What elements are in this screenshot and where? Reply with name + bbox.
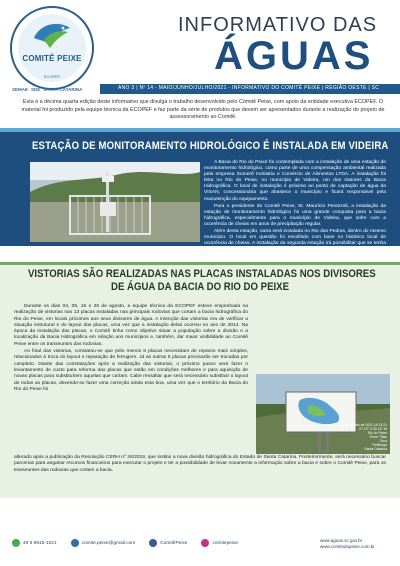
email-icon bbox=[71, 539, 79, 547]
fish-icon bbox=[30, 18, 74, 52]
website-link-aguas[interactable]: www.aguas.sc.gov.br bbox=[320, 538, 363, 543]
section2-headline-line2: DE ÁGUA DA BACIA DO RIO DO PEIXE bbox=[110, 281, 289, 293]
phone-number: 49 9 9815-1021 bbox=[23, 540, 57, 546]
section2-headline bbox=[0, 268, 400, 294]
section1-body bbox=[204, 160, 386, 261]
section1-paragraph: Para o presidente do Comitê Peixe, Sr. Maurício Perazzoli, a instalação da estação de monitoramento hidrológico foi uma grande conquista para a bacia hidrográfica, especialmente para o município de Videira, que sofre com a ocorrência de cheias em anos de precipitação regular. bbox=[204, 203, 386, 227]
station-photo-illustration bbox=[30, 162, 200, 242]
section2-full-width-paragraph: alterado após a publicação da Resolução CERH nº 26/2019, que institui a nova divisão hidrográfica do Estado de Santa Catarina. Posteriormente, será necessário buscar parcerias para angariar recursos financeiros para executar o projeto e ter a possibilidade de levar novamente a informação sobre a bacia e sobre o Comitê Peixe, para os transeuntes das rodovias que cortam a bacia. bbox=[14, 455, 386, 473]
partner-logo-sde: SDE bbox=[31, 86, 41, 92]
intro-text: Esta é a décima quarta edição deste informativo que divulga o trabalho desenvolvido pelo Comitê Peixe, com apoio da entidade executiva ECOPEF. O material foi produzido pela equipe técnica da ECOPEF e faz parte da série de produtos que devem ser apresentados durante a realização do projeto de assessoramento ao Comitê. bbox=[21, 99, 385, 121]
footer-phone[interactable] bbox=[12, 539, 57, 547]
section2-body bbox=[14, 304, 248, 394]
section2-paragraph: Durante os dias 04, 05, 16 e 25 de agosto, a equipe técnica da ECOPEF esteve empenhada na realização de vistorias nas 13 placas instaladas nas principais rodovias que cortam a bacia hidrográfica do Rio do Peixe, em locais próximos aos seus divisores de água. A intenção das vistorias era de verificar a situação estrutural e do layout das placas, uma vez que a instalação delas ocorreu no ano de 2014. Na época da instalação das placas, o Comitê tinha como objetivo situar a população sobre a divisão e a localização da Bacia Hidrográfica em relação aos municípios e, também, dar maior visibilidade ao Comitê Peixe entre os transeuntes das rodovias. bbox=[14, 304, 248, 347]
instagram-handle: comitepeixe bbox=[212, 540, 239, 546]
section2-headline-line1: VISTORIAS SÃO REALIZADAS NAS PLACAS INSTALADAS NOS DIVISORES bbox=[28, 268, 376, 280]
website-link-comite[interactable]: www.comitedopeixe.com.br bbox=[320, 544, 375, 549]
footer-email[interactable] bbox=[71, 539, 136, 547]
section1-accent-bar bbox=[0, 128, 400, 132]
partner-logos bbox=[12, 84, 98, 94]
partner-logo-semae: SEMAE bbox=[12, 86, 29, 92]
facebook-handle: ComitêPeixe bbox=[160, 540, 188, 546]
newsletter-title-line1: INFORMATIVO DAS bbox=[178, 14, 378, 36]
footer-instagram[interactable] bbox=[201, 539, 238, 547]
section1-paragraph: Além desta estação, outra será instalada no Rio das Pedras, dentro do mesmo município. O local em questão foi escolhido com base no histórico local de ocorrência de cheias. A instalação da segunda estação irá possibilitar que se tenha conhecimento prévio da possibilidade de ocorrência de sinistros, possibilitando que os órgãos de defesa civil possam atuar na prevenção de desastres. bbox=[204, 229, 386, 259]
instagram-icon bbox=[201, 539, 209, 547]
signage-photo bbox=[256, 374, 390, 454]
email-address: comite.peixe@gmail.com bbox=[81, 540, 136, 546]
newsletter-title-line2: ÁGUAS bbox=[214, 34, 374, 78]
header bbox=[0, 0, 400, 96]
issue-line: ANO 3 | Nº 14 - MAIO/JUNHO/JULHO/2021 - INFORMATIVO DO COMITÊ PEIXE | REGIÃO OESTE | SC bbox=[118, 85, 380, 91]
monitoring-station-photo bbox=[30, 162, 200, 242]
partner-logo-santa-catarina: SANTA CATARINA bbox=[43, 86, 83, 92]
footer-facebook[interactable] bbox=[149, 539, 187, 547]
footer-websites bbox=[320, 538, 375, 550]
section1-paragraph: A Bacia do Rio do Peixe foi contemplada com a instalação de uma estação de monitoramento hidrológico, como parte de uma compensação ambiental realizada pela empresa Somerê Indústria e Comércio de Alimentos LTDA. A instalação foi feita no Rio do Peixe, no município de Videira, um dos maiores da Bacia Hidrográfica. O local de instalação é próximo ao ponto de captação de água da VISAN, concessionária que abastece o município e ficará responsável pela manutenção do equipamento. bbox=[204, 160, 386, 202]
section1-headline: ESTAÇÃO DE MONITORAMENTO HIDROLÓGICO É INSTALADA EM VIDEIRA bbox=[32, 140, 389, 152]
logo-partner: ECOPEF bbox=[43, 74, 61, 79]
comite-peixe-logo bbox=[10, 6, 94, 90]
section2-paragraph: Ao final das vistorias, constatou-se que pelo menos 8 placas necessitam de reparos mais simples, relacionados à troca do layout e reparação de ferrugem. Já as outras 5 placas precisarão ser trocadas por completo. Diante das constatações após a realização das vistorias, o próximo passo será fazer o levantamento de custo para reforma das placas que estão em condições melhores e para aquisição de novas placas para substituírem aquelas que caíram. Cabe ressaltar que será necessário substituir o layout de todas as placas, devendo-se fazer uma correção ainda esta boa, uma vez que o território da Bacia do Rio do Peixe foi bbox=[14, 349, 248, 392]
facebook-icon bbox=[149, 539, 157, 547]
section2-accent-bar bbox=[0, 262, 400, 265]
whatsapp-icon bbox=[12, 539, 20, 547]
photo-timestamp-caption: 5 de agosto de 2021 14:13:21 27.15° S 50.14° W Rio do Peixe Treze Tílias Orca Treilburgo Santa Catarina bbox=[341, 423, 387, 451]
logo-name: COMITÊ PEIXE bbox=[22, 54, 82, 63]
